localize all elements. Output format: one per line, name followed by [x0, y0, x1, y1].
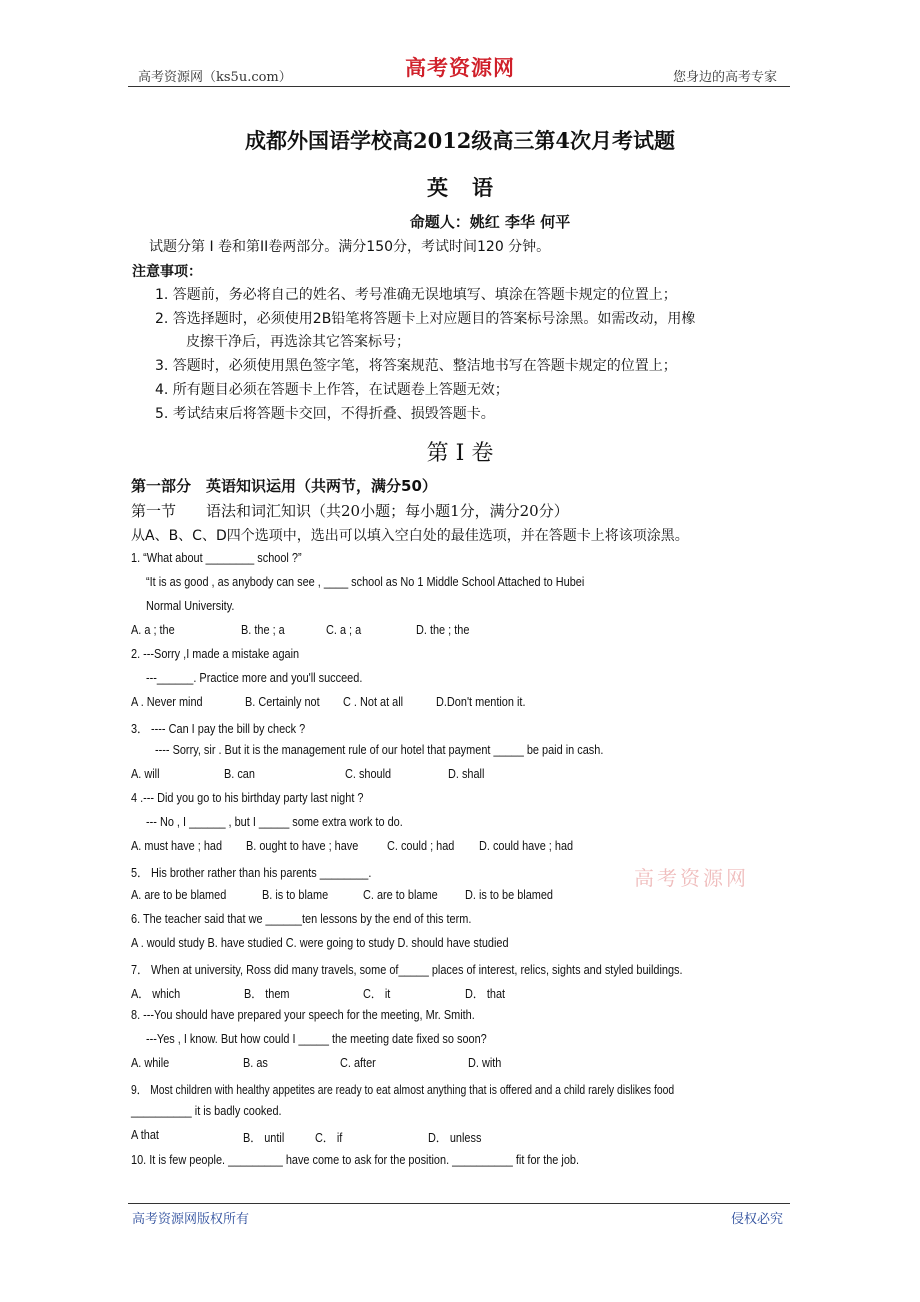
question-5-stem: 5． His brother rather than his parents ________. [131, 865, 372, 880]
question-4-reply: --- No , I ______ , but I _____ some extra work to do. [146, 814, 403, 829]
option-c: C. a ; a [326, 622, 362, 637]
question-10-stem: 10. It is few people. _________ have come to ask for the position. __________ fit for the job. [131, 1152, 580, 1167]
option-c: C . Not at all [343, 694, 404, 709]
notice-item: 3. 答题时，必须使用黑色签字笔，将答案规范、整洁地书写在答题卡规定的位置上； [155, 358, 677, 374]
option-b: B. Certainly not [245, 694, 320, 709]
option-c: C． if [315, 1130, 343, 1145]
volume-heading: 第 I 卷 [426, 441, 494, 466]
option-c: C． it [363, 986, 391, 1001]
option-a: A. while [131, 1055, 170, 1070]
exam-intro: 试题分第 I 卷和第II卷两部分。满分150分，考试时间120 分钟。 [149, 239, 551, 255]
option-b: B. is to blame [262, 887, 329, 902]
option-c: C. should [345, 766, 392, 781]
option-d: D. the ; the [416, 622, 470, 637]
option-a: A. must have ; had [131, 838, 223, 853]
question-7-stem: 7． When at university, Ross did many travels, some of_____ places of interest, relics, sights and styled buildings. [131, 962, 683, 977]
watermark: 高考资源网 [634, 866, 749, 890]
option-a: A. are to be blamed [131, 887, 227, 902]
header-slogan: 您身边的高考专家 [673, 70, 778, 85]
question-6-stem: 6. The teacher said that we ______ten lessons by the end of this term. [131, 911, 472, 926]
question-2-reply: ---______. Practice more and you'll succeed. [146, 670, 363, 685]
notice-heading: 注意事项： [132, 264, 202, 280]
option-d: D.Don't mention it. [436, 694, 526, 709]
option-b: B. as [243, 1055, 268, 1070]
option-a: A . Never mind [131, 694, 203, 709]
option-d: D. shall [448, 766, 485, 781]
question-6-options: A . would study B. have studied C. were going to study D. should have studied [131, 935, 509, 950]
option-d: D. is to be blamed [465, 887, 554, 902]
question-3-reply: ---- Sorry, sir . But it is the management rule of our hotel that payment _____ be paid in cash. [155, 742, 604, 757]
question-3-stem: 3． ---- Can I pay the bill by check ? [131, 721, 306, 736]
footer-rights: 侵权必究 [731, 1212, 784, 1227]
option-a: A． which [131, 986, 181, 1001]
option-b: B． them [244, 986, 290, 1001]
option-b: B. can [224, 766, 255, 781]
notice-item: 5. 考试结束后将答题卡交回，不得折叠、损毁答题卡。 [155, 406, 495, 422]
question-1-stem: 1. “What about ________ school ?” [131, 550, 302, 565]
question-8-reply: ---Yes , I know. But how could I _____ the meeting date fixed so soon? [146, 1031, 487, 1046]
option-b: B. ought to have ; have [246, 838, 359, 853]
option-b: B． until [243, 1130, 285, 1145]
question-1-reply-cont: Normal University. [146, 598, 235, 613]
header-site-name: 高考资源网（ks5u.com） [138, 70, 292, 85]
footer-rule [128, 1203, 790, 1204]
option-d: D. with [468, 1055, 502, 1070]
exam-title: 成都外国语学校高2012级高三第4次月考试题 [244, 128, 676, 153]
option-a: A that [131, 1127, 159, 1142]
section-heading: 第一节 语法和词汇知识（共20小题；每小题1分，满分20分） [131, 502, 569, 520]
option-d: D． that [465, 986, 506, 1001]
option-b: B. the ; a [241, 622, 285, 637]
question-9-stem-cont: __________ it is badly cooked. [131, 1103, 282, 1118]
question-4-stem: 4 .--- Did you go to his birthday party last night ? [131, 790, 364, 805]
option-c: C. could ; had [387, 838, 455, 853]
option-a: A. will [131, 766, 160, 781]
footer-copyright: 高考资源网版权所有 [132, 1212, 250, 1227]
exam-authors: 命题人：姚红 李华 何平 [409, 213, 571, 231]
site-logo: 高考资源网 [405, 55, 515, 80]
option-a: A. a ; the [131, 622, 175, 637]
notice-item: 1. 答题前，务必将自己的姓名、考号准确无误地填写、填涂在答题卡规定的位置上； [155, 287, 677, 303]
header-rule [128, 86, 790, 87]
notice-item: 2. 答选择题时，必须使用2B铅笔将答题卡上对应题目的答案标号涂黑。如需改动，用橡 [155, 311, 696, 327]
option-c: C. after [340, 1055, 376, 1070]
exam-subject: 英语 [427, 175, 517, 200]
question-2-stem: 2. ---Sorry ,I made a mistake again [131, 646, 300, 661]
question-9-stem: 9． Most children with healthy appetites are ready to eat almost anything that is offered and a child rarely dislikes food [131, 1082, 675, 1097]
section-instruction: 从A、B、C、D四个选项中，选出可以填入空白处的最佳选项，并在答题卡上将该项涂黑。 [131, 528, 689, 544]
notice-item-continued: 皮擦干净后，再选涂其它答案标号； [186, 334, 410, 350]
question-8-stem: 8. ---You should have prepared your speech for the meeting, Mr. Smith. [131, 1007, 475, 1022]
option-d: D. could have ; had [479, 838, 574, 853]
option-d: D． unless [428, 1130, 482, 1145]
notice-item: 4. 所有题目必须在答题卡上作答，在试题卷上答题无效； [155, 382, 509, 398]
part-heading: 第一部分 英语知识运用（共两节，满分50） [131, 477, 437, 495]
option-c: C. are to blame [363, 887, 438, 902]
question-1-reply: “It is as good , as anybody can see , ____ school as No 1 Middle School Attached to Hubei [146, 574, 585, 589]
